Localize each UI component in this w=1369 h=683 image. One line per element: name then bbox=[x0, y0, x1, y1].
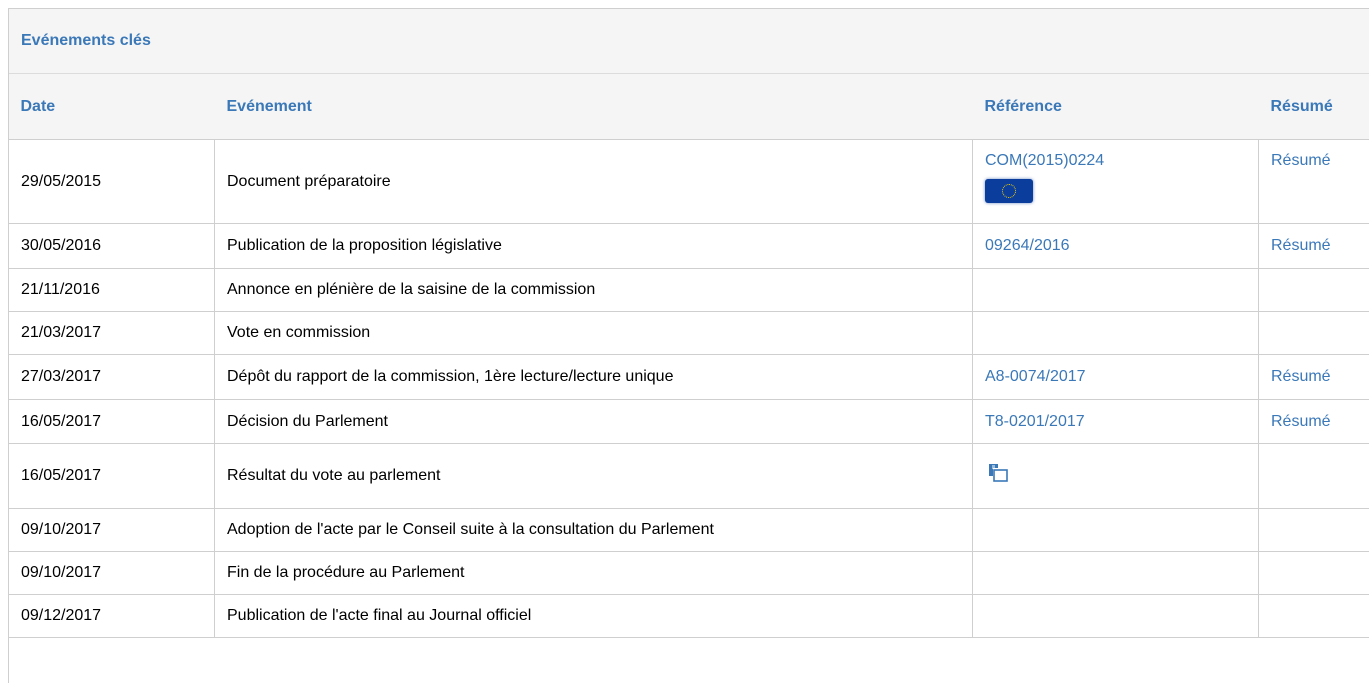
column-header-event: Evénement bbox=[215, 74, 973, 140]
event-cell: Document préparatoire bbox=[215, 140, 973, 224]
summary-cell bbox=[1259, 552, 1369, 595]
events-table bbox=[8, 74, 1369, 638]
date-cell: 30/05/2016 bbox=[9, 224, 215, 269]
column-header-summary: Résumé bbox=[1259, 74, 1369, 140]
date-cell: 09/12/2017 bbox=[9, 595, 215, 638]
reference-link[interactable]: A8-0074/2017 bbox=[985, 368, 1086, 385]
column-header-date: Date bbox=[9, 74, 215, 140]
reference-cell bbox=[973, 552, 1259, 595]
panel-header bbox=[9, 9, 1369, 74]
summary-cell bbox=[1259, 400, 1369, 444]
summary-cell bbox=[1259, 224, 1369, 269]
reference-cell bbox=[973, 312, 1259, 355]
table-row bbox=[9, 140, 1369, 224]
table-row bbox=[9, 509, 1369, 552]
reference-cell bbox=[973, 140, 1259, 224]
table-header-row bbox=[9, 74, 1369, 140]
date-cell: 21/03/2017 bbox=[9, 312, 215, 355]
table-row bbox=[9, 400, 1369, 444]
summary-cell bbox=[1259, 595, 1369, 638]
reference-link[interactable]: T8-0201/2017 bbox=[985, 412, 1085, 430]
reference-cell bbox=[973, 224, 1259, 269]
reference-link[interactable]: 09264/2016 bbox=[985, 237, 1070, 254]
date-cell: 09/10/2017 bbox=[9, 509, 215, 552]
table-row bbox=[9, 355, 1369, 400]
reference-cell bbox=[973, 595, 1259, 638]
table-row bbox=[9, 269, 1369, 312]
date-cell: 27/03/2017 bbox=[9, 355, 215, 400]
reference-cell bbox=[973, 269, 1259, 312]
reference-cell bbox=[973, 444, 1259, 509]
event-cell: Vote en commission bbox=[215, 312, 973, 355]
table-row bbox=[9, 595, 1369, 638]
table-row bbox=[9, 224, 1369, 269]
table-row bbox=[9, 444, 1369, 509]
date-cell: 16/05/2017 bbox=[9, 444, 215, 509]
summary-cell bbox=[1259, 140, 1369, 224]
summary-link[interactable]: Résumé bbox=[1271, 368, 1331, 385]
date-cell: 16/05/2017 bbox=[9, 400, 215, 444]
summary-cell bbox=[1259, 355, 1369, 400]
event-cell: Fin de la procédure au Parlement bbox=[215, 552, 973, 595]
eu-flag-icon[interactable] bbox=[985, 179, 1033, 203]
date-cell: 09/10/2017 bbox=[9, 552, 215, 595]
vote-result-icon[interactable] bbox=[985, 461, 1011, 487]
event-cell: Résultat du vote au parlement bbox=[215, 444, 973, 509]
column-header-reference: Référence bbox=[973, 74, 1259, 140]
summary-cell bbox=[1259, 509, 1369, 552]
table-row bbox=[9, 312, 1369, 355]
event-cell: Annonce en plénière de la saisine de la commission bbox=[215, 269, 973, 312]
summary-cell bbox=[1259, 312, 1369, 355]
panel-title: Evénements clés bbox=[21, 32, 151, 49]
event-cell: Publication de la proposition législative bbox=[215, 224, 973, 269]
event-cell: Décision du Parlement bbox=[215, 400, 973, 444]
reference-cell bbox=[973, 355, 1259, 400]
key-events-panel bbox=[8, 8, 1369, 683]
event-cell: Adoption de l'acte par le Conseil suite à la consultation du Parlement bbox=[215, 509, 973, 552]
summary-cell bbox=[1259, 269, 1369, 312]
event-cell: Publication de l'acte final au Journal officiel bbox=[215, 595, 973, 638]
table-row bbox=[9, 552, 1369, 595]
summary-link[interactable]: Résumé bbox=[1271, 412, 1331, 430]
summary-link[interactable]: Résumé bbox=[1271, 152, 1331, 169]
summary-link[interactable]: Résumé bbox=[1271, 237, 1331, 254]
reference-cell bbox=[973, 400, 1259, 444]
reference-cell bbox=[973, 509, 1259, 552]
date-cell: 21/11/2016 bbox=[9, 269, 215, 312]
reference-link[interactable]: COM(2015)0224 bbox=[985, 152, 1105, 169]
event-cell: Dépôt du rapport de la commission, 1ère lecture/lecture unique bbox=[215, 355, 973, 400]
summary-cell bbox=[1259, 444, 1369, 509]
date-cell: 29/05/2015 bbox=[9, 140, 215, 224]
